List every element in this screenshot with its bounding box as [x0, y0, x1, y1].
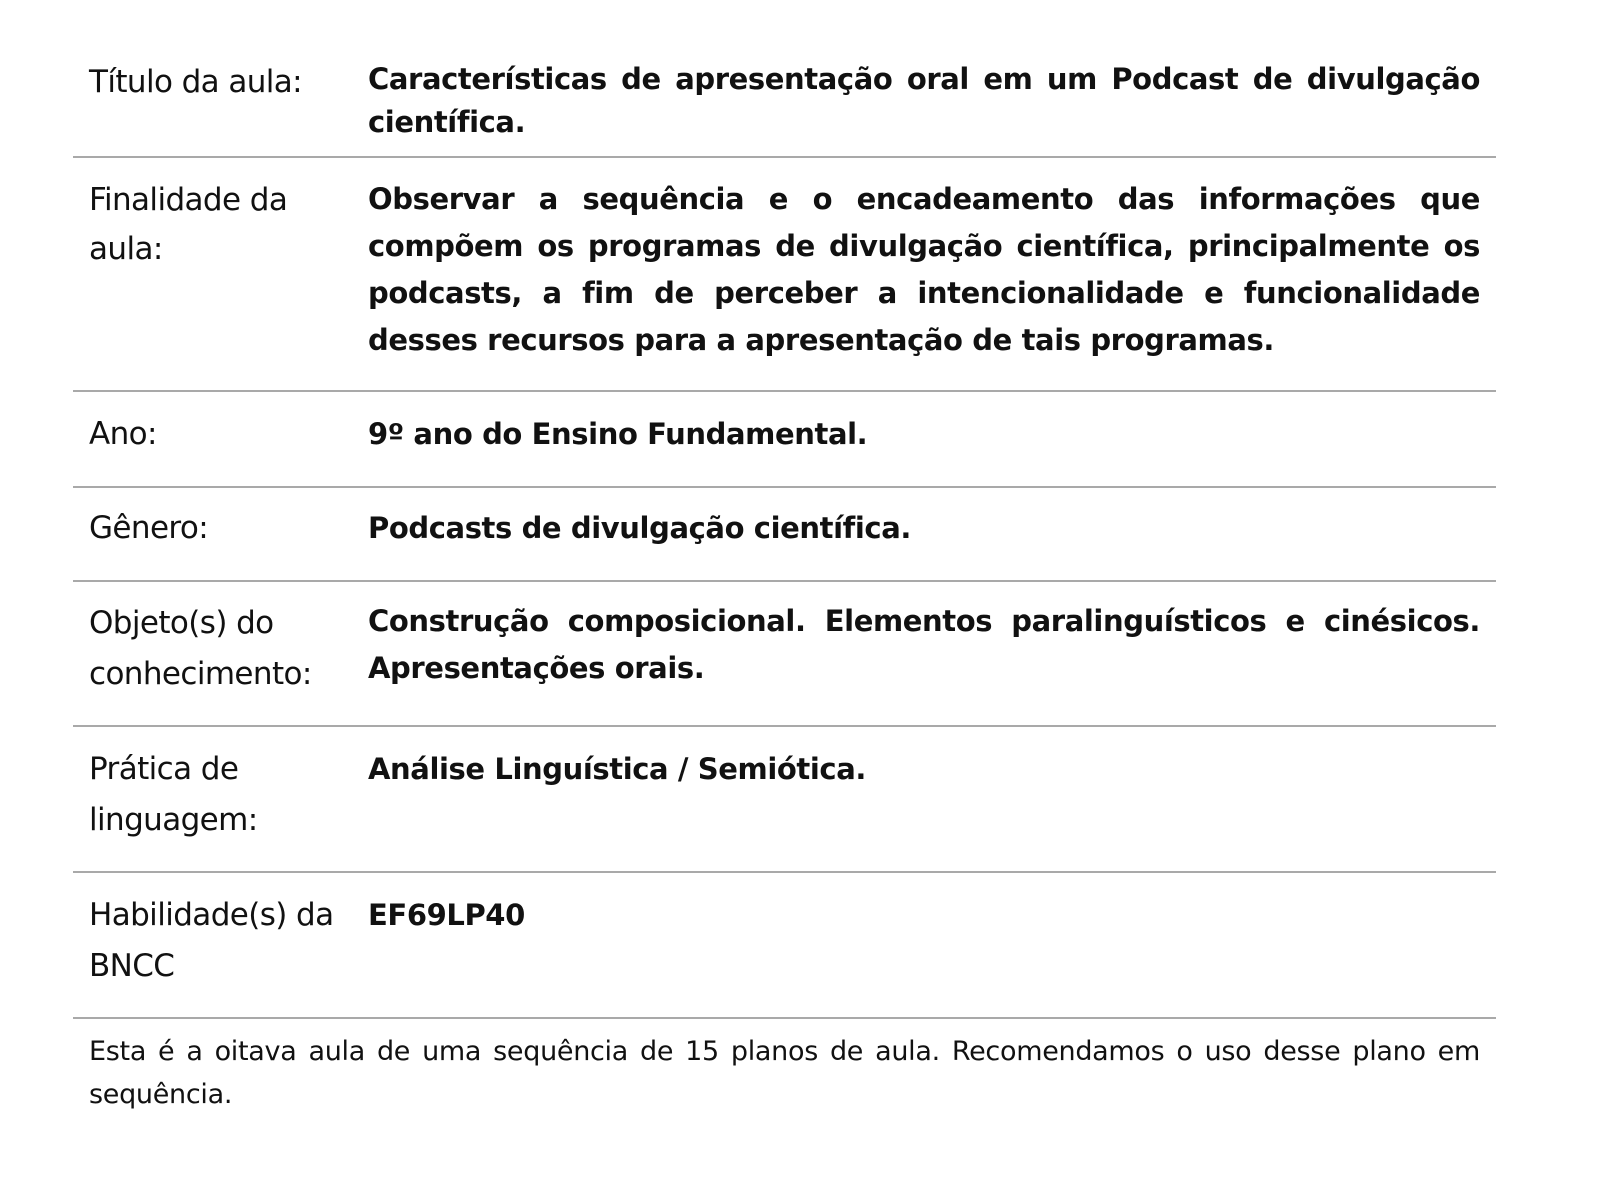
sequence-note: Esta é a oitava aula de uma sequência de 15 planos de aula. Recomendamos o uso desse plano em sequência.	[89, 1036, 1480, 1110]
row-label: Título da aula:	[89, 64, 303, 100]
row-label: Ano:	[89, 416, 157, 452]
row-label: Gênero:	[89, 510, 209, 546]
row-value: Características de apresentação oral em um Podcast de divulgação científica.	[368, 62, 1480, 139]
row-value: Análise Linguística / Semiótica.	[368, 752, 866, 786]
row-label: Habilidade(s) da BNCC	[89, 897, 334, 984]
row-value: Construção composicional. Elementos paralinguísticos e cinésicos. Apresentações orais.	[368, 604, 1480, 685]
row-label: Finalidade da aula:	[89, 182, 288, 267]
row-value: Podcasts de divulgação científica.	[368, 511, 911, 545]
row-objeto	[73, 582, 1496, 727]
row-habilidade	[73, 873, 1496, 1019]
row-pratica	[73, 727, 1496, 873]
row-genero	[73, 488, 1496, 582]
row-value: Observar a sequência e o encadeamento das informações que compõem os programas de divulgação científica, principalmente os podcasts, a fim de perceber a intencionalidade e funcionalidade desses recursos para a apresentação de tais programas.	[368, 182, 1480, 357]
row-value: 9º ano do Ensino Fundamental.	[368, 417, 868, 451]
row-ano	[73, 392, 1496, 488]
row-label: Prática de linguagem:	[89, 751, 258, 838]
row-finalidade	[73, 158, 1496, 392]
row-label: Objeto(s) do conhecimento:	[89, 605, 312, 692]
row-titulo	[73, 0, 1496, 158]
row-value: EF69LP40	[368, 898, 525, 932]
